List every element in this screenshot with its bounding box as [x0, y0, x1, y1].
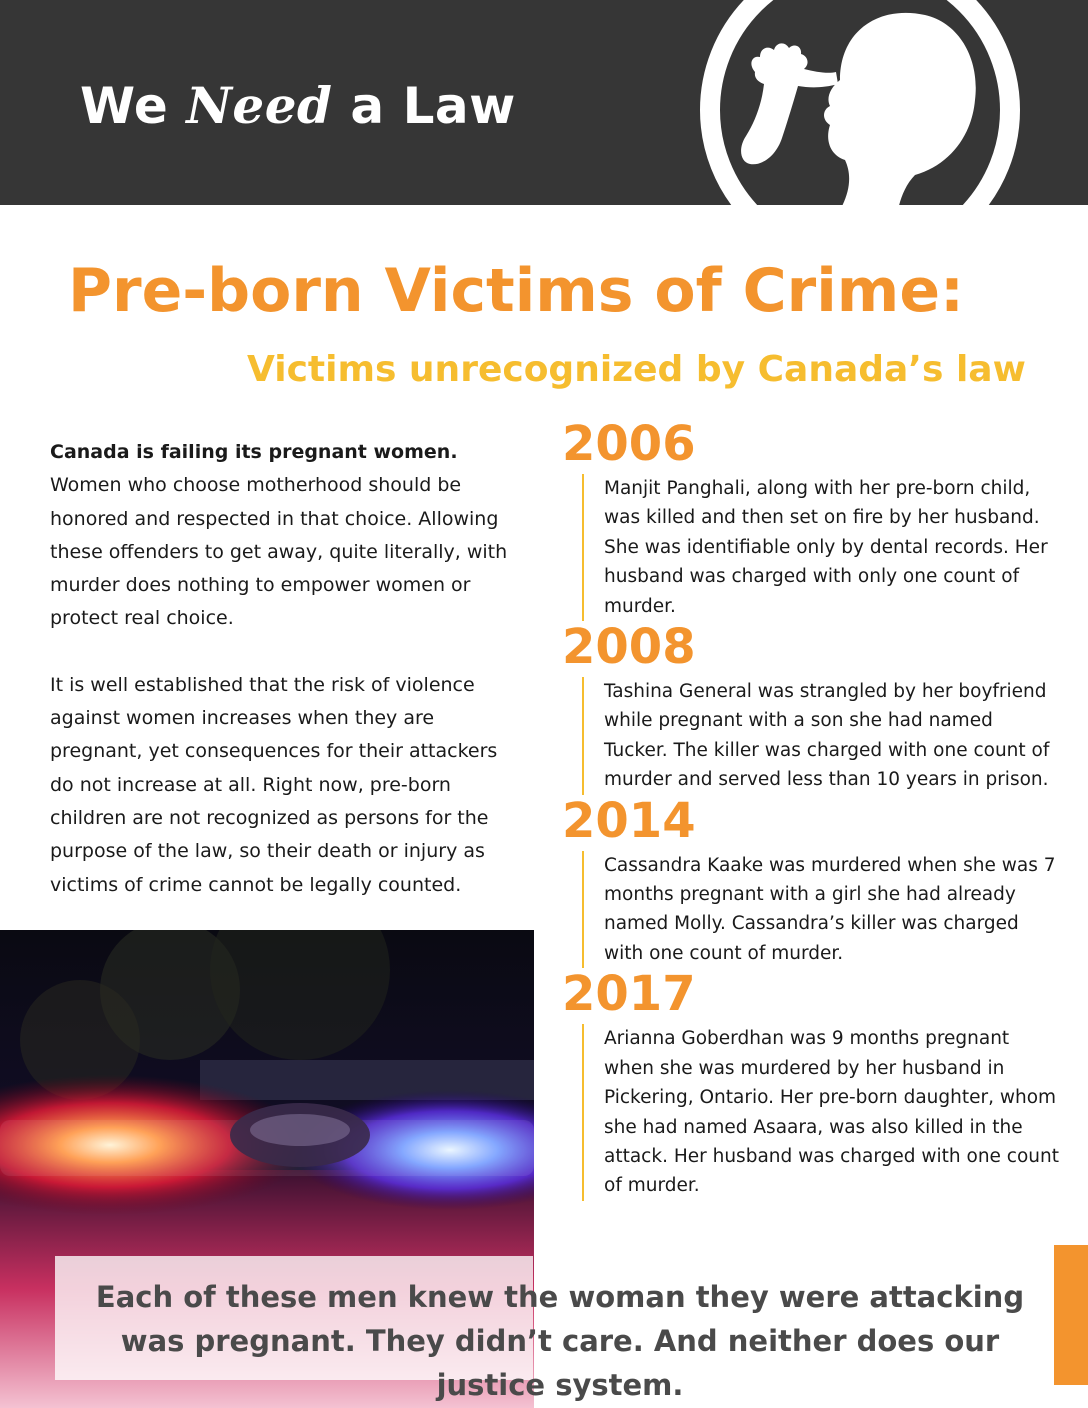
orange-accent-bar — [1054, 1245, 1088, 1385]
timeline-year: 2017 — [562, 966, 696, 1023]
timeline-text: Manjit Panghali, along with her pre-born child, was killed and then set on fire by her husband. She was identifiable only by dental records. Her husband was charged with only one count of murder. — [604, 478, 1048, 617]
timeline-year: 2006 — [562, 416, 696, 472]
callout-statement: Each of these men knew the woman they were attacking was pregnant. They didn’t care. And neither does our justice system. — [95, 1280, 1025, 1402]
timeline-text: Tashina General was strangled by her boyfriend while pregnant with a son she had named Tucker. The killer was charged with one count of murder and served less than 10 years in prison. — [604, 681, 1050, 791]
page-subtitle: Victims unrecognized by Canada’s law — [247, 349, 1026, 390]
crying-baby-silhouette-icon — [690, 0, 1030, 205]
intro-paragraph-2: It is well established that the risk of violence against women increases when they are pregnant, yet consequences for their attackers do not increase at all. Right now, pre-born children are not recognized as persons for the purpose of the law, so their death or injury as victims of crime cannot be legally counted. — [50, 673, 498, 896]
timeline-entry-2008 — [562, 621, 1062, 795]
timeline-description — [582, 677, 1062, 795]
timeline-entry-2014 — [562, 792, 1062, 969]
header-banner — [0, 0, 1088, 205]
case-timeline — [562, 418, 1062, 1201]
brand-logo-text — [80, 76, 516, 135]
timeline-entry-2017 — [562, 968, 1062, 1200]
timeline-description — [582, 851, 1062, 969]
timeline-description — [582, 474, 1062, 621]
intro-paragraph-1: Women who choose motherhood should be honored and respected in that choice. Allowing these offenders to get away, quite literally, with murder does nothing to empower women or protect real choice. — [50, 474, 508, 630]
intro-text — [50, 436, 510, 902]
timeline-entry-2006 — [562, 418, 1062, 621]
brand-prefix: We — [80, 77, 169, 135]
brand-suffix: a Law — [350, 77, 516, 135]
intro-lead: Canada is failing its pregnant women. — [50, 441, 458, 463]
page-title: Pre-born Victims of Crime: — [68, 256, 965, 326]
timeline-year: 2008 — [562, 619, 696, 676]
timeline-description — [582, 1024, 1062, 1200]
timeline-text: Arianna Goberdhan was 9 months pregnant when she was murdered by her husband in Pickering, Ontario. Her pre-born daughter, whom she had named Asaara, was also killed in the attack. Her husband was charged with one count of murder. — [604, 1028, 1060, 1197]
timeline-year: 2014 — [562, 792, 696, 849]
brand-emphasis: Need — [186, 76, 333, 135]
timeline-text: Cassandra Kaake was murdered when she was 7 months pregnant with a girl she had already named Molly. Cassandra’s killer was charged with one count of murder. — [604, 854, 1056, 964]
